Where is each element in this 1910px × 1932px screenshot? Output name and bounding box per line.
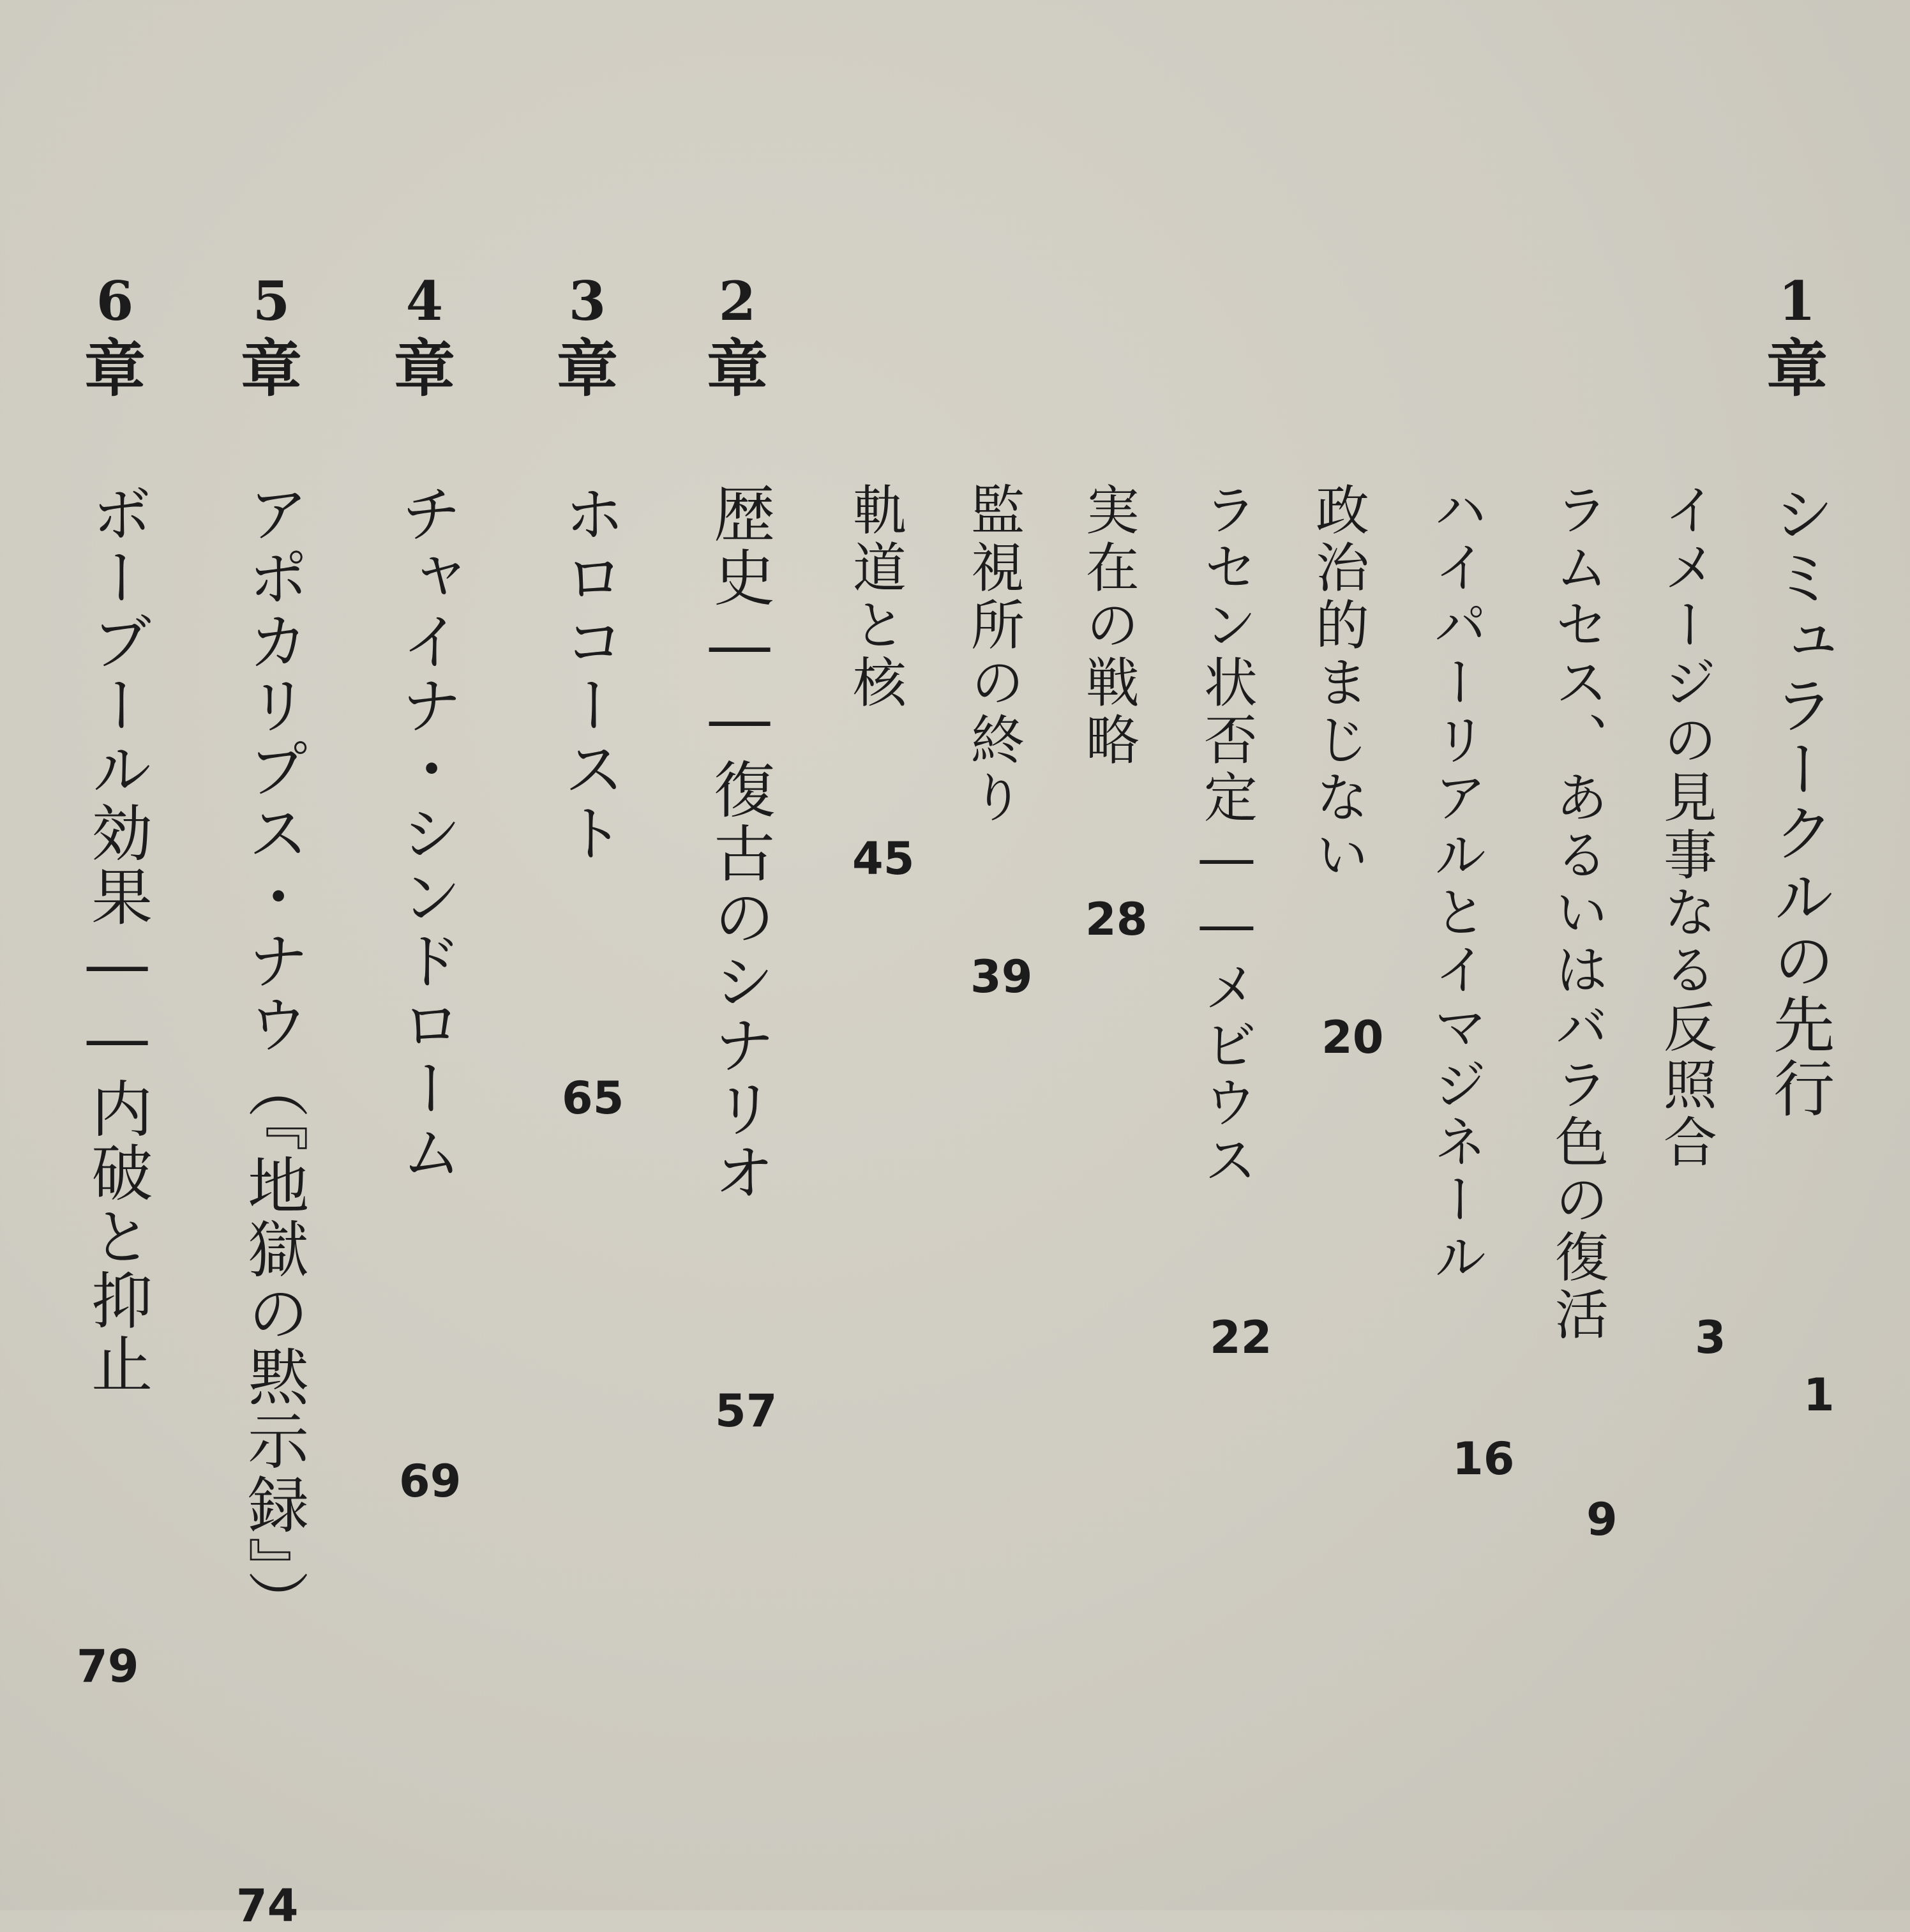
chapter-label: 章: [707, 333, 768, 405]
chapter-label: 章: [557, 333, 618, 405]
section-page-number: 9: [1586, 1493, 1618, 1546]
section-title: ラムセス、あるいはバラ色の復活: [1546, 482, 1609, 1344]
chapter-label: 章: [241, 333, 302, 405]
page-number: 65: [562, 1072, 624, 1124]
section-page-number: 20: [1321, 1011, 1384, 1064]
chapter-number: 3: [568, 269, 606, 333]
chapter-number: 4: [405, 269, 444, 333]
section-page-number: 28: [1085, 893, 1148, 946]
chapter-title: 歴史――復古のシナリオ: [703, 482, 776, 1205]
section-title: イメージの見事なる反照合: [1655, 482, 1718, 1172]
page-number: 74: [236, 1880, 299, 1932]
section-title: 軌道と核: [844, 482, 907, 712]
section-page-number: 45: [852, 833, 915, 885]
chapter-title: ボーブール効果――内破と抑止: [81, 482, 153, 1396]
chapter-title: アポカリプス・ナウ（『地獄の黙示録』）: [237, 482, 310, 1634]
chapter-title: ホロコースト: [553, 482, 626, 865]
chapter-number: 5: [252, 269, 290, 333]
page-number: 1: [1803, 1369, 1835, 1421]
chapter-label: 章: [1766, 333, 1828, 405]
section-page-number: 22: [1210, 1311, 1272, 1364]
section-title: ハイパーリアルとイマジネール: [1425, 482, 1488, 1287]
chapter-label: 章: [394, 333, 455, 405]
section-page-number: 39: [970, 951, 1033, 1003]
section-page-number: 16: [1452, 1433, 1515, 1485]
chapter-number: 6: [96, 269, 134, 333]
chapter-label: 章: [84, 333, 146, 405]
chapter-number: 1: [1778, 269, 1816, 333]
section-title: 政治的まじない: [1307, 482, 1370, 884]
chapter-title: チャイナ・シンドローム: [391, 482, 463, 1184]
section-title: 監視所の終り: [962, 482, 1025, 827]
chapter-title: シミュラークルの先行: [1763, 482, 1835, 1121]
section-title: 実在の戦略: [1077, 482, 1140, 769]
chapter-number: 2: [718, 269, 756, 333]
page-number: 79: [77, 1640, 139, 1693]
section-page-number: 3: [1695, 1311, 1726, 1364]
section-title: ラセン状否定――メビウス: [1195, 482, 1258, 1189]
page-number: 69: [399, 1455, 462, 1507]
page-number: 57: [715, 1385, 778, 1437]
